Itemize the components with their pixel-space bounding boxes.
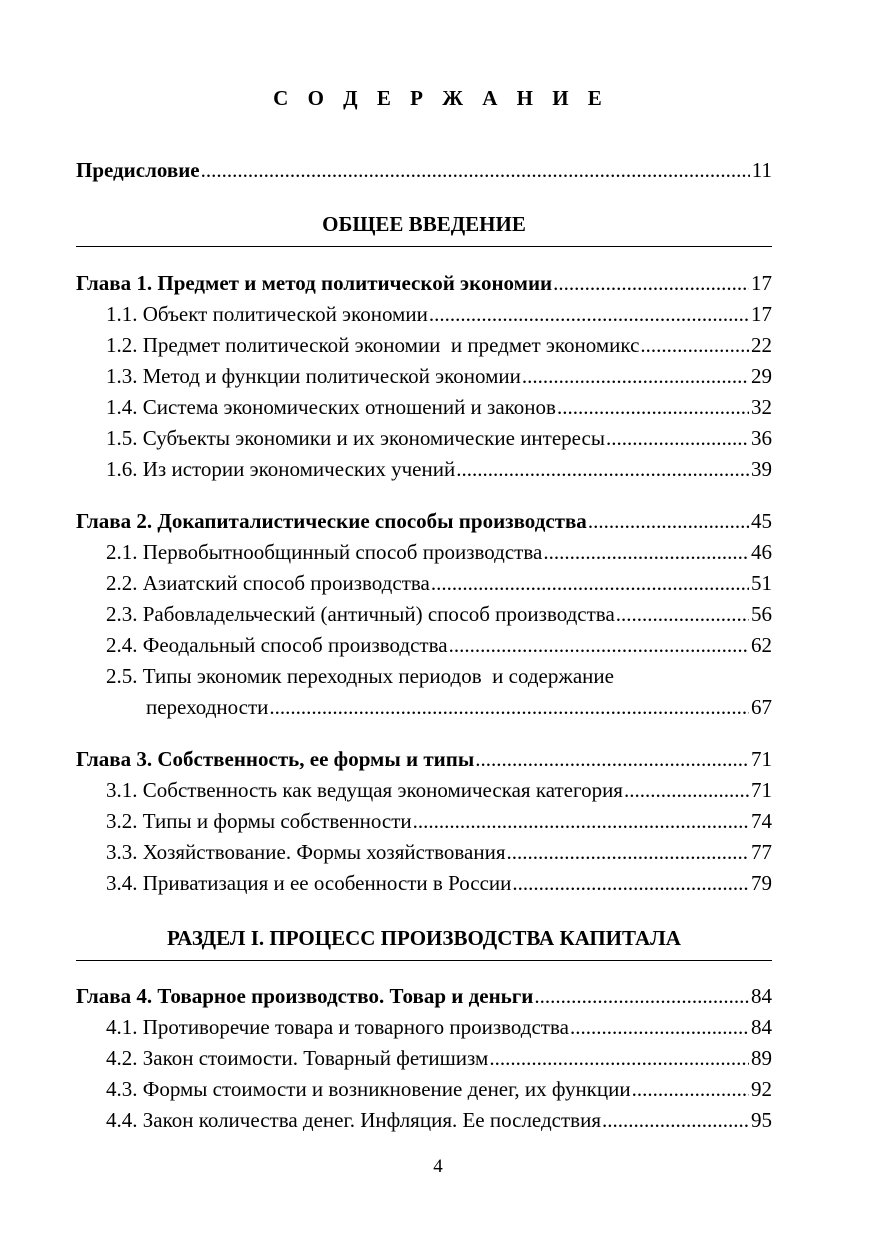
toc-page-number: 89 <box>751 1046 772 1070</box>
toc-entry-text: 1.4. Система экономических отношений и законов <box>106 395 556 419</box>
toc-page-number: 95 <box>751 1108 772 1132</box>
toc-entry-text: 1.3. Метод и функции политической экономии <box>106 364 521 388</box>
toc-chapter <box>76 745 772 773</box>
toc-entry-text: Глава 1. Предмет и метод политической экономии <box>76 271 553 295</box>
toc-page-number: 71 <box>751 747 772 771</box>
toc-subsection <box>106 455 772 483</box>
toc-entry-text: переходности <box>146 695 269 719</box>
section-divider <box>76 960 772 961</box>
toc-page-number: 51 <box>751 571 772 595</box>
toc-subsection <box>106 300 772 328</box>
toc-subsection <box>106 393 772 421</box>
toc-entry-text: Глава 4. Товарное производство. Товар и деньги <box>76 984 534 1008</box>
toc-page-number: 46 <box>751 540 772 564</box>
leader-dots <box>624 776 749 804</box>
leader-dots <box>449 631 749 659</box>
toc-subsection <box>106 1044 772 1072</box>
toc-subsection <box>106 1075 772 1103</box>
leader-dots <box>553 269 749 297</box>
leader-dots <box>606 424 749 452</box>
toc-entry-text: 1.2. Предмет политической экономии и предмет экономикс <box>106 333 640 357</box>
toc-entry-text: Глава 3. Собственность, ее формы и типы <box>76 747 475 771</box>
toc-page-number: 36 <box>751 426 772 450</box>
toc-page-number: 79 <box>751 871 772 895</box>
toc-entry-text: 4.4. Закон количества денег. Инфляция. Ее последствия <box>106 1108 601 1132</box>
leader-dots <box>456 455 749 483</box>
toc-subsection <box>106 1106 772 1134</box>
toc-subsection <box>106 869 772 897</box>
toc-entry-text: 3.3. Хозяйствование. Формы хозяйствования <box>106 840 506 864</box>
leader-dots <box>588 507 749 535</box>
toc-entry-text: 2.4. Феодальный способ производства <box>106 633 448 657</box>
toc-subsection <box>106 776 772 804</box>
toc-chapter <box>76 982 772 1010</box>
toc-entry-text: 3.1. Собственность как ведущая экономическая категория <box>106 778 623 802</box>
toc-page-number: 22 <box>751 333 772 357</box>
toc-entry-text: 4.2. Закон стоимости. Товарный фетишизм <box>106 1046 489 1070</box>
toc-page-number: 56 <box>751 602 772 626</box>
toc-page-number: 17 <box>751 302 772 326</box>
toc-subsection <box>106 1013 772 1041</box>
toc-chapter <box>76 269 772 297</box>
leader-dots <box>543 538 749 566</box>
toc-subsection <box>106 569 772 597</box>
leader-dots <box>507 838 750 866</box>
toc-entry-text: 3.2. Типы и формы собственности <box>106 809 412 833</box>
toc-page-number: 45 <box>751 509 772 533</box>
toc-subsection <box>106 362 772 390</box>
toc-subsection <box>106 538 772 566</box>
section-heading: РАЗДЕЛ I. ПРОЦЕСС ПРОИЗВОДСТВА КАПИТАЛА <box>167 926 681 950</box>
leader-dots <box>557 393 749 421</box>
toc-page-number: 92 <box>751 1077 772 1101</box>
leader-dots <box>413 807 749 835</box>
toc-subsection <box>106 424 772 452</box>
toc-entry-text: 2.1. Первобытнообщинный способ производства <box>106 540 543 564</box>
toc-subsection <box>106 631 772 659</box>
leader-dots <box>431 569 749 597</box>
toc-page-number: 11 <box>751 158 772 182</box>
leader-dots <box>632 1075 749 1103</box>
toc-entry-text: 4.3. Формы стоимости и возникновение денег, их функции <box>106 1077 631 1101</box>
toc-page-number: 77 <box>751 840 772 864</box>
toc-entry-text: 1.1. Объект политической экономии <box>106 302 428 326</box>
toc-entry-text: 4.1. Противоречие товара и товарного производства <box>106 1015 569 1039</box>
leader-dots <box>570 1013 749 1041</box>
toc-page-number: 17 <box>751 271 772 295</box>
toc-entry-text: 2.2. Азиатский способ производства <box>106 571 430 595</box>
contents-title: С О Д Е Р Ж А Н И Е <box>273 86 609 110</box>
toc-entry-text: 1.6. Из истории экономических учений <box>106 457 456 481</box>
leader-dots <box>512 869 749 897</box>
toc-subsection <box>106 838 772 866</box>
toc-page-number: 32 <box>751 395 772 419</box>
toc-page-number: 67 <box>751 695 772 719</box>
section-heading: ОБЩЕЕ ВВЕДЕНИЕ <box>322 212 526 236</box>
toc-entry-text: 3.4. Приватизация и ее особенности в России <box>106 871 512 895</box>
leader-dots <box>602 1106 749 1134</box>
leader-dots <box>522 362 749 390</box>
toc-subsection-text: 2.5. Типы экономик переходных периодов и содержание <box>106 664 614 688</box>
leader-dots <box>640 331 749 359</box>
toc-subsection <box>106 331 772 359</box>
leader-dots <box>616 600 749 628</box>
toc-entry-text: Предисловие <box>76 158 200 182</box>
leader-dots <box>475 745 749 773</box>
toc-page-number: 74 <box>751 809 772 833</box>
toc-page-number: 29 <box>751 364 772 388</box>
toc-entry-text: 1.5. Субъекты экономики и их экономические интересы <box>106 426 605 450</box>
leader-dots <box>429 300 749 328</box>
toc-page-number: 71 <box>751 778 772 802</box>
toc-subsection <box>106 807 772 835</box>
toc-subsection <box>106 600 772 628</box>
toc-chapter <box>76 507 772 535</box>
toc-entry-text: Глава 2. Докапиталистические способы производства <box>76 509 587 533</box>
toc-entry-preface <box>76 156 772 184</box>
toc-page-number: 39 <box>751 457 772 481</box>
toc-page-number: 62 <box>751 633 772 657</box>
page-number: 4 <box>433 1156 443 1177</box>
leader-dots <box>489 1044 749 1072</box>
toc-page-number: 84 <box>751 1015 772 1039</box>
leader-dots <box>534 982 749 1010</box>
toc-entry-text: 2.3. Рабовладельческий (античный) способ производства <box>106 602 615 626</box>
toc-page-number: 84 <box>751 984 772 1008</box>
leader-dots <box>269 693 749 721</box>
leader-dots <box>201 156 750 184</box>
section-divider <box>76 246 772 247</box>
toc-subsection-continuation <box>146 693 772 721</box>
